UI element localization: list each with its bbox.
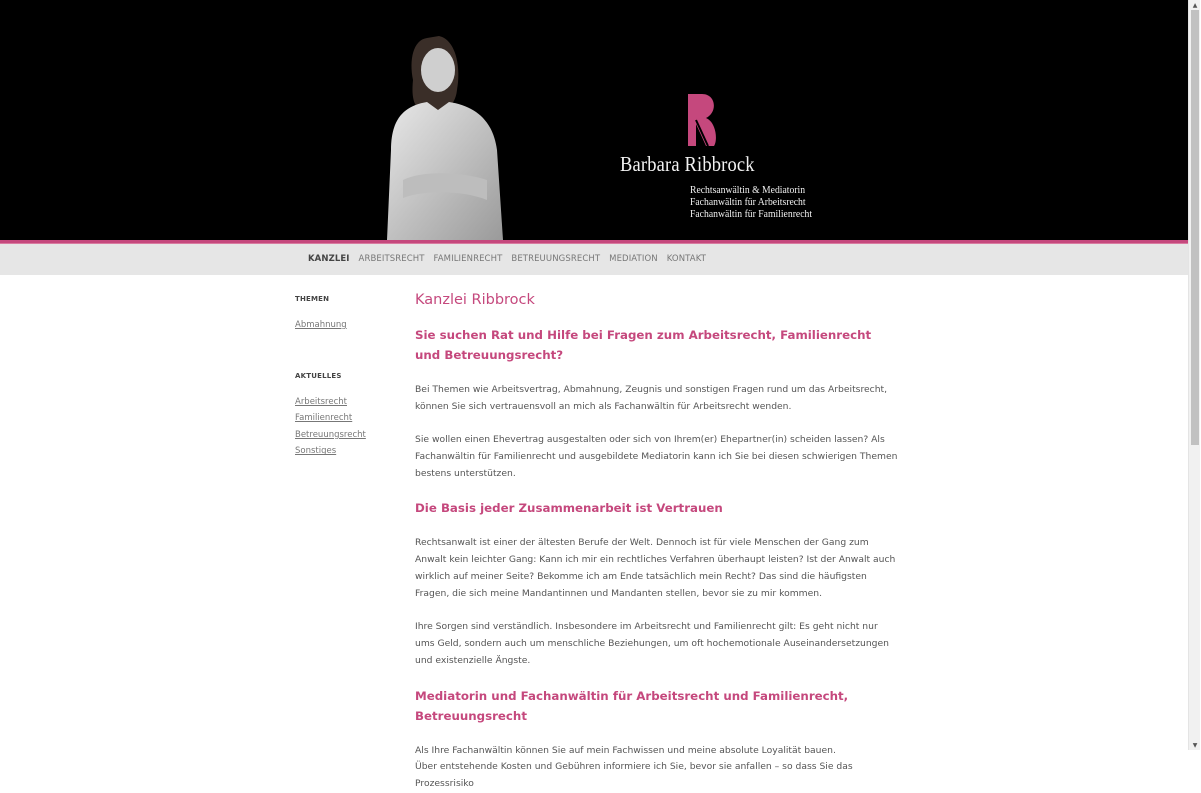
nav-item-familienrecht[interactable]: FAMILIENRECHT <box>433 254 503 264</box>
sidebar <box>295 295 395 460</box>
logo-r-icon <box>684 92 720 148</box>
nav-item-arbeitsrecht[interactable]: ARBEITSRECHT <box>358 254 425 264</box>
paragraph: Über entstehende Kosten und Gebühren informiere ich Sie, bevor sie anfallen – so dass Sie das Prozessrisiko <box>415 761 853 790</box>
scroll-down-arrow-icon[interactable]: ▼ <box>1192 741 1198 749</box>
paragraph: Rechtsanwalt ist einer der ältesten Berufe der Welt. Dennoch ist für viele Menschen der Gang zum Anwalt kein leichter Gang: Kann ich mir ein rechtliches Verfahren überhaupt leisten? Ist der Anwalt auch wirklich auf meiner Seite? Bekomme ich am Ende tatsächlich mein Recht? Das sind die häufigsten Fragen, die sich meine Mandantinnen und Mandanten stellen, bevor sie zu mir kommen. <box>415 537 896 599</box>
page-scrollbar[interactable] <box>1188 0 1200 750</box>
section-heading: Mediatorin und Fachanwältin für Arbeitsrecht und Familienrecht, Betreuungsrecht <box>415 688 849 723</box>
main-content <box>415 292 900 793</box>
paragraph: Bei Themen wie Arbeitsvertrag, Abmahnung, Zeugnis und sonstigen Fragen rund um das Arbeitsrecht, können Sie sich vertrauensvoll an mich als Fachanwältin für Arbeitsrecht wenden. <box>415 384 888 412</box>
sidebar-link-arbeitsrecht[interactable]: Arbeitsrecht <box>295 396 347 407</box>
brand-line: Rechtsanwältin & Mediatorin <box>690 184 806 196</box>
sidebar-themen <box>295 295 395 334</box>
sidebar-heading-aktuelles: AKTUELLES <box>295 371 342 380</box>
sidebar-link-abmahnung[interactable]: Abmahnung <box>295 320 347 330</box>
section-heading: Die Basis jeder Zusammenarbeit ist Vertrauen <box>415 501 723 516</box>
nav-item-kontakt[interactable]: KONTAKT <box>666 254 707 264</box>
aktuelles-list <box>295 394 395 460</box>
nav-item-kanzlei[interactable]: KANZLEI <box>308 254 350 264</box>
brand-line: Fachanwältin für Arbeitsrecht <box>690 196 806 208</box>
themen-list <box>295 317 395 334</box>
sidebar-aktuelles <box>295 372 395 460</box>
main-nav <box>308 254 715 264</box>
scroll-up-arrow-icon[interactable]: ▲ <box>1192 1 1198 9</box>
brand-subtitle <box>690 184 812 220</box>
sidebar-link-betreuungsrecht[interactable]: Betreuungsrecht <box>295 429 366 440</box>
paragraph: Als Ihre Fachanwältin können Sie auf mein Fachwissen und meine absolute Loyalität bauen. <box>415 744 836 756</box>
nav-item-betreuungsrecht[interactable]: BETREUUNGSRECHT <box>511 254 601 264</box>
paragraph: Ihre Sorgen sind verständlich. Insbesondere im Arbeitsrecht und Familienrecht gilt: Es geht nicht nur ums Geld, sondern auch um menschliche Beziehungen, um oft hochemotionale Auseinandersetzungen und existenzielle Ängste. <box>415 621 889 666</box>
section-heading: Sie suchen Rat und Hilfe bei Fragen zum Arbeitsrecht, Familienrecht und Betreuungsrecht? <box>415 328 872 362</box>
brand-line: Fachanwältin für Familienrecht <box>690 208 813 220</box>
page-title: Kanzlei Ribbrock <box>415 292 535 308</box>
scroll-thumb[interactable] <box>1191 10 1199 445</box>
paragraph: Sie wollen einen Ehevertrag ausgestalten oder sich von Ihrem(er) Ehepartner(in) scheiden lassen? Als Fachanwältin für Familienrecht und ausgebildete Mediatorin kann ich Sie bei diesen schwierigen Themen bestens unterstützen. <box>415 434 898 479</box>
portrait-photo <box>383 30 505 240</box>
nav-item-mediation[interactable]: MEDIATION <box>609 254 658 264</box>
sidebar-link-familienrecht[interactable]: Familienrecht <box>295 413 353 424</box>
sidebar-heading-themen: THEMEN <box>295 295 330 303</box>
main-nav-bar <box>0 244 1188 275</box>
sidebar-link-sonstiges[interactable]: Sonstiges <box>295 446 337 457</box>
site-header <box>0 0 1188 240</box>
brand-name: Barbara Ribbrock <box>620 152 755 176</box>
